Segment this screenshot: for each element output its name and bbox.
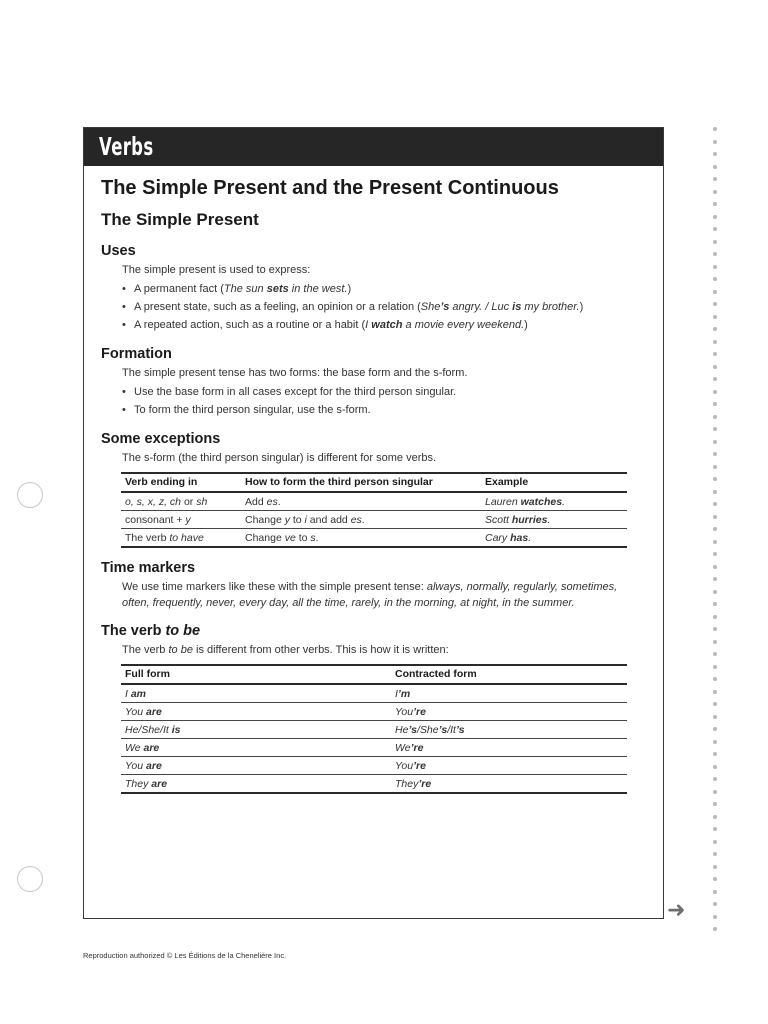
perforation-dot	[713, 665, 717, 669]
perforation-dot	[713, 415, 717, 419]
perforation-dot	[713, 477, 717, 481]
perforation-dot	[713, 452, 717, 456]
exceptions-heading: Some exceptions	[101, 431, 221, 447]
perforation-dot	[713, 602, 717, 606]
chapter-banner	[84, 128, 663, 166]
perforation-dot	[713, 865, 717, 869]
perforation-dot	[713, 840, 717, 844]
perforation-dot	[713, 915, 717, 919]
table-cell: consonant + y	[121, 511, 241, 529]
table-row	[121, 703, 627, 721]
perforation-dot	[713, 790, 717, 794]
uses-heading: Uses	[101, 243, 136, 259]
table-cell: Change y to i and add es.	[241, 511, 481, 529]
perforation-dot	[713, 177, 717, 181]
table-row	[121, 739, 627, 757]
table-cell: He’s/She’s/It’s	[391, 721, 627, 739]
formation-intro: The simple present tense has two forms: the base form and the s-form.	[122, 367, 468, 379]
formation-heading: Formation	[101, 346, 172, 362]
time-markers-examples: always, normally, regularly, sometimes, often, frequently, never, every day, all the time, rarely, in the morning, at night, in the summer.	[122, 581, 618, 609]
perforation-dot	[713, 677, 717, 681]
perforation-dot	[713, 365, 717, 369]
table-cell: o, s, x, z, ch or sh	[121, 492, 241, 511]
perforation-dot	[713, 640, 717, 644]
perforation-dot	[713, 627, 717, 631]
table-cell: He/She/It is	[121, 721, 391, 739]
table-cell: Change ve to s.	[241, 529, 481, 548]
perforation-dot	[713, 252, 717, 256]
perforation-dot	[713, 277, 717, 281]
perforation-edge	[711, 127, 719, 937]
perforation-dot	[713, 777, 717, 781]
table-cell: You’re	[391, 703, 627, 721]
table-cell: I am	[121, 684, 391, 703]
perforation-dot	[713, 765, 717, 769]
table-cell: We’re	[391, 739, 627, 757]
perforation-dot	[713, 402, 717, 406]
perforation-dot	[713, 890, 717, 894]
to-be-heading: The verb to be	[101, 623, 201, 639]
table-cell: You are	[121, 703, 391, 721]
table-cell: Cary has.	[481, 529, 627, 548]
uses-list	[122, 280, 646, 334]
list-item: • A permanent fact (The sun sets in the west.)	[122, 280, 646, 298]
list-item: • Use the base form in all cases except for the third person singular.	[122, 383, 646, 401]
perforation-dot	[713, 652, 717, 656]
perforation-dot	[713, 440, 717, 444]
list-item: • A present state, such as a feeling, an opinion or a relation (She’s angry. / Luc is my brother.)	[122, 298, 646, 316]
page-title: The Simple Present and the Present Continuous	[101, 177, 559, 199]
perforation-dot	[713, 390, 717, 394]
column-header: How to form the third person singular	[241, 473, 481, 492]
table-cell: Add es.	[241, 492, 481, 511]
column-header: Contracted form	[391, 665, 627, 684]
perforation-dot	[713, 690, 717, 694]
exceptions-intro: The s-form (the third person singular) is different for some verbs.	[122, 452, 437, 464]
formation-list	[122, 383, 646, 419]
binder-hole-top	[17, 482, 43, 508]
column-header: Example	[481, 473, 627, 492]
perforation-dot	[713, 490, 717, 494]
perforation-dot	[713, 740, 717, 744]
perforation-dot	[713, 265, 717, 269]
perforation-dot	[713, 615, 717, 619]
perforation-dot	[713, 202, 717, 206]
perforation-dot	[713, 927, 717, 931]
table-cell: You are	[121, 757, 391, 775]
table-cell: I’m	[391, 684, 627, 703]
perforation-dot	[713, 190, 717, 194]
perforation-dot	[713, 327, 717, 331]
table-cell: Scott hurries.	[481, 511, 627, 529]
table-row	[121, 775, 627, 794]
worksheet-frame	[83, 127, 664, 919]
table-cell: The verb to have	[121, 529, 241, 548]
perforation-dot	[713, 527, 717, 531]
exceptions-table	[121, 472, 627, 548]
perforation-dot	[713, 127, 717, 131]
table-cell: You’re	[391, 757, 627, 775]
uses-intro: The simple present is used to express:	[122, 264, 311, 276]
perforation-dot	[713, 290, 717, 294]
column-header: Full form	[121, 665, 391, 684]
perforation-dot	[713, 502, 717, 506]
perforation-dot	[713, 465, 717, 469]
perforation-dot	[713, 540, 717, 544]
table-row	[121, 492, 627, 511]
table-row	[121, 757, 627, 775]
to-be-table	[121, 664, 627, 794]
perforation-dot	[713, 165, 717, 169]
perforation-dot	[713, 590, 717, 594]
list-item: • To form the third person singular, use the s-form.	[122, 401, 646, 419]
perforation-dot	[713, 727, 717, 731]
perforation-dot	[713, 340, 717, 344]
table-cell: Lauren watches.	[481, 492, 627, 511]
perforation-dot	[713, 315, 717, 319]
perforation-dot	[713, 877, 717, 881]
perforation-dot	[713, 377, 717, 381]
perforation-dot	[713, 427, 717, 431]
perforation-dot	[713, 152, 717, 156]
list-item: • A repeated action, such as a routine or a habit (I watch a movie every weekend.)	[122, 316, 646, 334]
perforation-dot	[713, 577, 717, 581]
perforation-dot	[713, 815, 717, 819]
table-cell: They’re	[391, 775, 627, 794]
perforation-dot	[713, 352, 717, 356]
copyright-footer: Reproduction authorized © Les Éditions de la Chenelière Inc.	[83, 951, 287, 960]
section-title: The Simple Present	[101, 210, 259, 229]
perforation-dot	[713, 302, 717, 306]
arrow-right-icon: ➜	[667, 897, 686, 922]
perforation-dot	[713, 802, 717, 806]
perforation-dot	[713, 715, 717, 719]
perforation-dot	[713, 752, 717, 756]
perforation-dot	[713, 902, 717, 906]
perforation-dot	[713, 227, 717, 231]
perforation-dot	[713, 215, 717, 219]
column-header: Verb ending in	[121, 473, 241, 492]
perforation-dot	[713, 702, 717, 706]
perforation-dot	[713, 565, 717, 569]
worksheet-content	[101, 176, 646, 794]
table-row	[121, 684, 627, 703]
chapter-title: Verbs	[99, 132, 154, 161]
binder-hole-bottom	[17, 866, 43, 892]
time-markers-text: We use time markers like these with the simple present tense: always, normally, regularly, sometimes, often, frequently, never, every day, all the time, rarely, in the morning, at night, in the summer.	[122, 581, 618, 609]
table-cell: We are	[121, 739, 391, 757]
to-be-intro: The verb to be is different from other verbs. This is how it is written:	[122, 644, 449, 656]
table-row	[121, 721, 627, 739]
perforation-dot	[713, 852, 717, 856]
perforation-dot	[713, 827, 717, 831]
time-markers-heading: Time markers	[101, 560, 196, 576]
perforation-dot	[713, 552, 717, 556]
perforation-dot	[713, 515, 717, 519]
table-row	[121, 511, 627, 529]
perforation-dot	[713, 140, 717, 144]
table-cell: They are	[121, 775, 391, 794]
table-row	[121, 529, 627, 548]
perforation-dot	[713, 240, 717, 244]
